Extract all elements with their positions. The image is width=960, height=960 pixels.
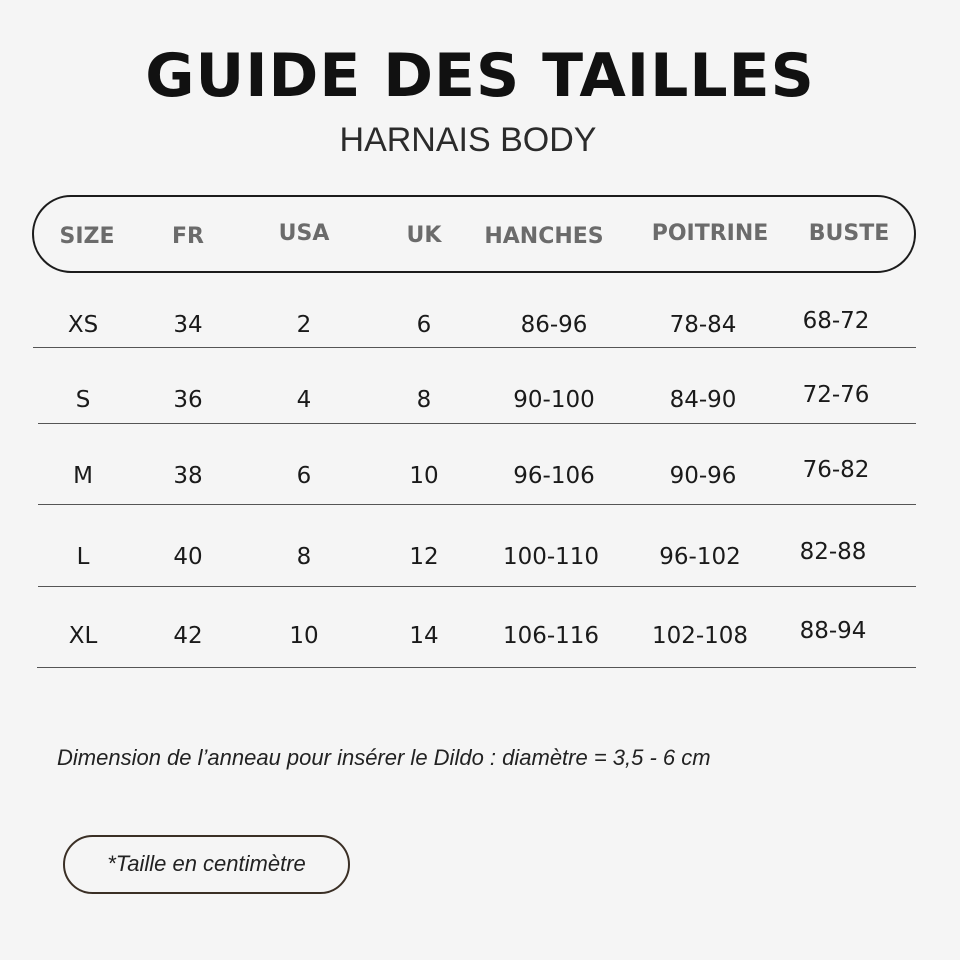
row-divider [38,423,916,424]
row-divider [33,347,916,348]
cell-buste: 68-72 [802,308,870,334]
cell-buste: 82-88 [799,539,867,565]
header-usa: USA [278,221,330,246]
cell-poitrine: 90-96 [669,463,737,489]
cell-fr: 42 [173,623,203,649]
cell-hanches: 90-100 [513,387,595,413]
cell-hanches: 100-110 [502,544,600,570]
header-hanches: HANCHES [484,224,604,249]
cell-usa: 4 [296,387,312,413]
cell-usa: 2 [296,312,312,338]
table-row [0,618,960,661]
unit-badge [63,835,350,894]
cell-hanches: 86-96 [520,312,588,338]
table-header [32,195,916,273]
cell-uk: 14 [409,623,439,649]
cell-fr: 34 [173,312,203,338]
cell-size: XS [67,312,99,338]
cell-hanches: 106-116 [502,623,600,649]
header-uk: UK [406,223,442,248]
cell-uk: 8 [416,387,432,413]
table-row [0,382,960,425]
cell-size: M [73,463,93,489]
cell-size: S [75,387,91,413]
header-poitrine: POITRINE [651,221,769,246]
page-title: GUIDE DES TAILLES [145,41,815,111]
cell-uk: 10 [409,463,439,489]
cell-usa: 10 [289,623,319,649]
page-subtitle: HARNAIS BODY [339,121,597,159]
cell-poitrine: 84-90 [669,387,737,413]
cell-hanches: 96-106 [513,463,595,489]
cell-usa: 8 [296,544,312,570]
cell-poitrine: 102-108 [651,623,749,649]
table-row [0,310,960,350]
row-divider [38,586,916,587]
cell-fr: 40 [173,544,203,570]
row-divider [38,504,916,505]
cell-poitrine: 78-84 [669,312,737,338]
header-size: SIZE [59,224,115,249]
cell-buste: 76-82 [802,457,870,483]
table-row [0,539,960,582]
cell-poitrine: 96-102 [659,544,741,570]
cell-fr: 36 [173,387,203,413]
cell-size: XL [68,623,98,649]
unit-note: *Taille en centimètre [107,851,306,876]
cell-uk: 6 [416,312,432,338]
cell-fr: 38 [173,463,203,489]
header-buste: BUSTE [808,221,890,246]
cell-uk: 12 [409,544,439,570]
table-row [0,457,960,501]
header-fr: FR [172,224,204,249]
cell-usa: 6 [296,463,312,489]
row-divider [37,667,916,668]
cell-size: L [76,544,90,570]
ring-dimension-note: Dimension de l’anneau pour insérer le Dildo : diamètre = 3,5 - 6 cm [57,745,711,770]
cell-buste: 72-76 [802,382,870,408]
cell-buste: 88-94 [799,618,867,644]
